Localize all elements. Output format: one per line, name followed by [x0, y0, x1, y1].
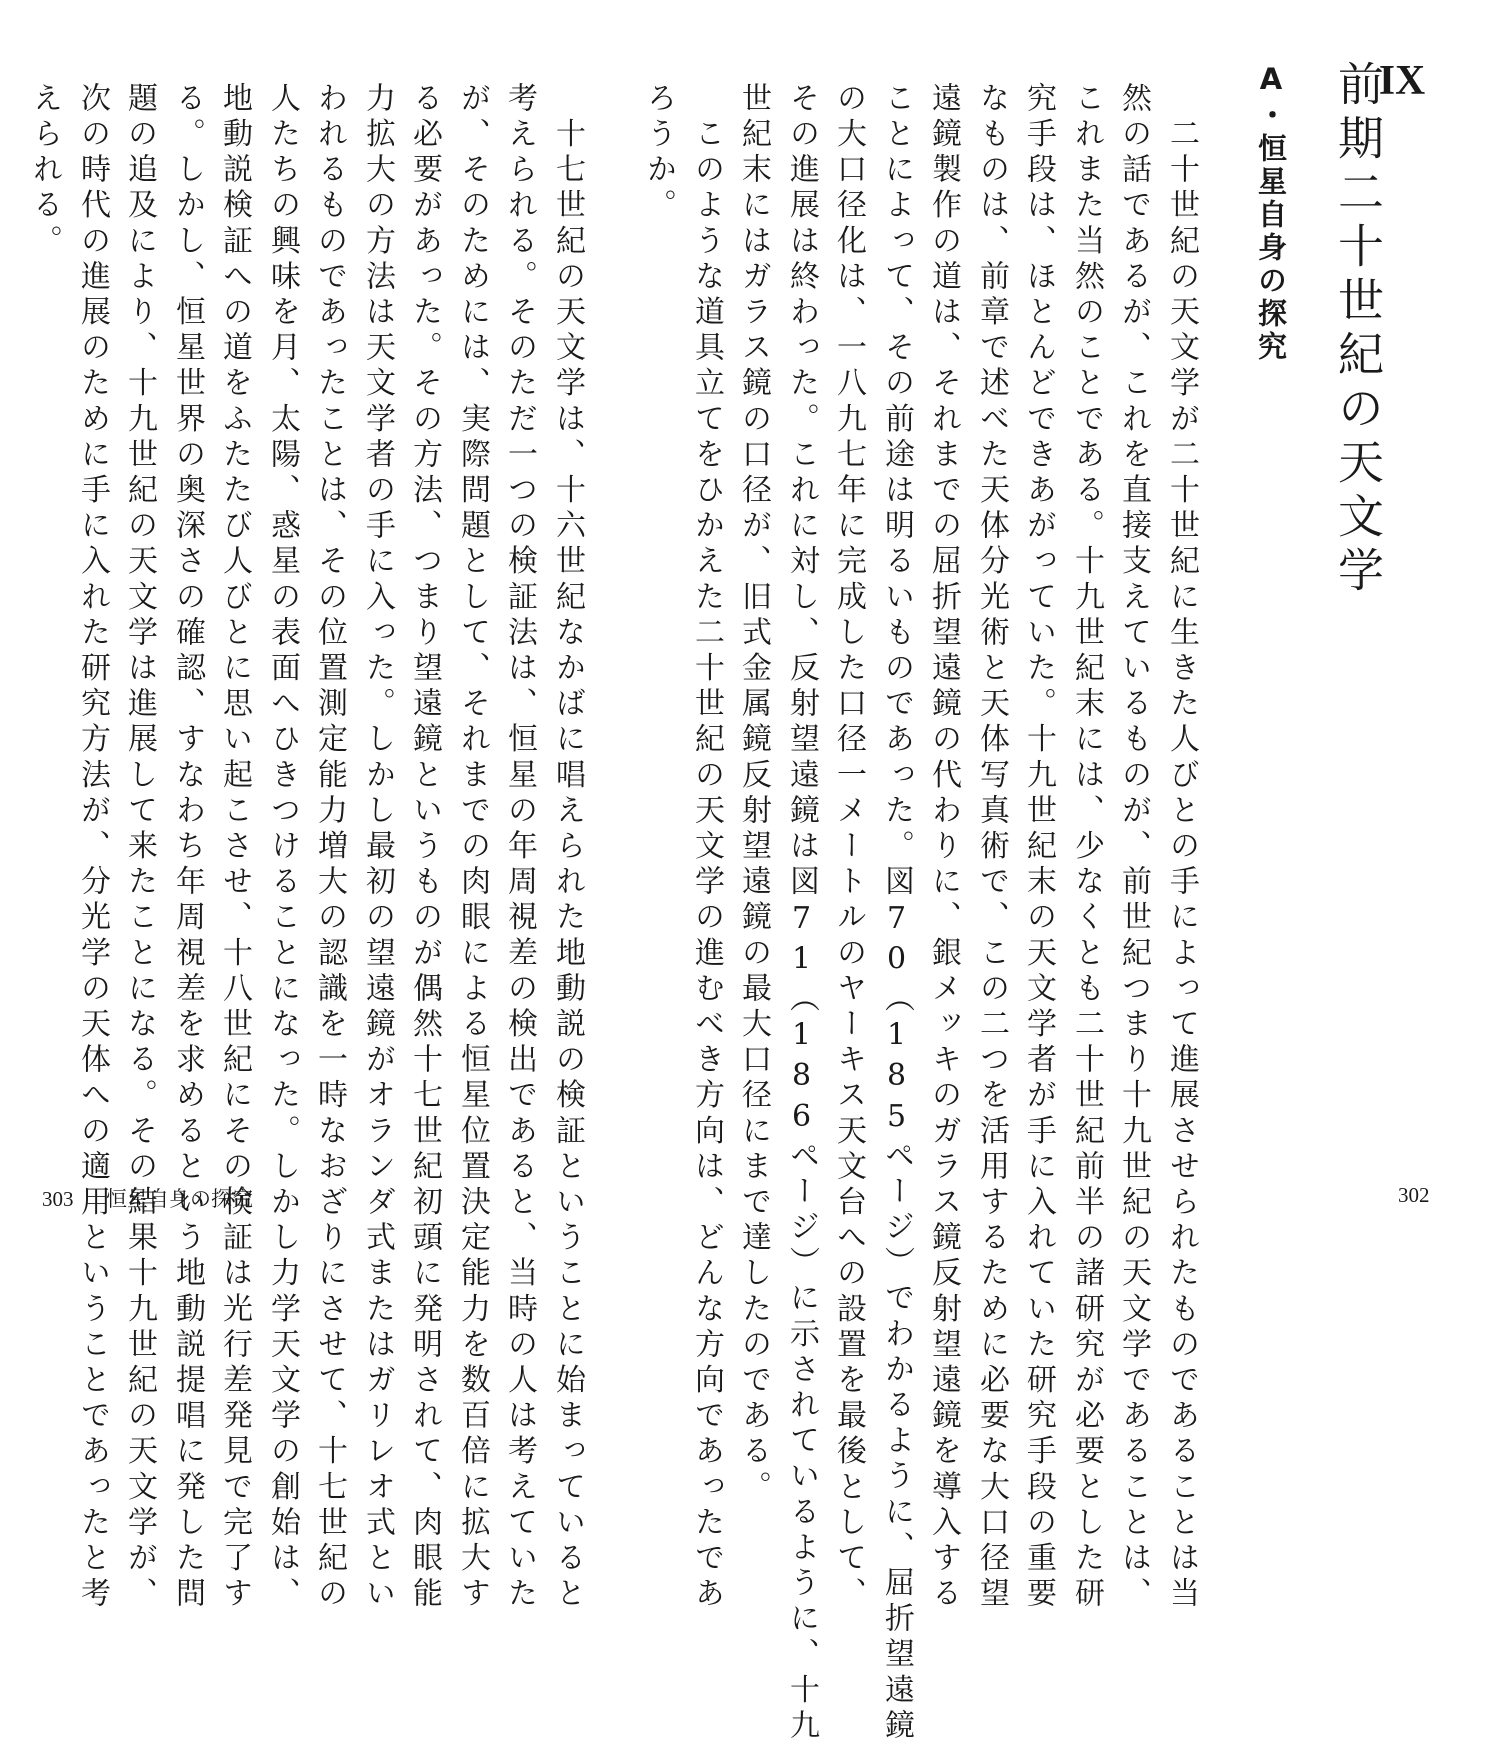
left-text-column-9: る。しかし、恒星世界の奥深さの確認、すなわち年周視差を求めるという地動説提唱に発した問 [170, 82, 205, 1613]
right-text-column-8: の大口径化は、一八九七年に完成した口径一メートルのヤーキス天文台への設置を最後として、 [831, 82, 866, 1613]
right-text-column-5: なものは、前章で述べた天体分光術と天体写真術で、この二つを活用するために必要な大口径望 [974, 82, 1009, 1613]
left-text-column-4: る必要があった。その方法、つまり望遠鏡というものが偶然十七世紀初頭に発明されて、肉眼能 [407, 82, 442, 1613]
left-text-column-2: 考えられる。そのただ一つの検証法は、恒星の年周視差の検出であると、当時の人は考えていた [502, 82, 537, 1613]
left-running-head [42, 1183, 253, 1213]
section-title: A・恒星自身の探究 [1254, 62, 1288, 364]
right-text-column-10: 世紀末にはガラス鏡の口径が、旧式金属鏡反射望遠鏡の最大口径にまで達したのである。 [736, 82, 771, 1506]
right-text-column-4: 究手段は、ほとんどできあがっていた。十九世紀末の天文学者が手に入れていた研究手段の重要 [1021, 82, 1056, 1613]
chapter-heading [1331, 60, 1426, 600]
left-text-column-12: えられる。 [27, 82, 62, 260]
right-text-column-2: 然の話であるが、これを直接支えているものが、前世紀つまり十九世紀の天文学であることは、 [1116, 82, 1151, 1613]
left-text-column-1: 十七世紀の天文学は、十六世紀なかばに唱えられた地動説の検証ということに始まっていると [550, 82, 585, 1613]
right-text-column-12: ろうか。 [641, 82, 676, 225]
left-page-number: 303 [42, 1187, 74, 1211]
right-page-number: 302 [1398, 1183, 1430, 1207]
left-text-column-10: 題の追及により、十九世紀の天文学は進展して来たことになる。その結果十九世紀の天文学が、 [122, 82, 157, 1613]
left-text-column-3: が、そのためには、実際問題として、それまでの肉眼による恒星位置決定能力を数百倍に拡大す [455, 82, 490, 1613]
chapter-title: 前期二十世紀の天文学 [1331, 60, 1385, 600]
left-text-column-7: 人たちの興味を月、太陽、惑星の表面へひきつけることになった。しかし力学天文学の創始は、 [265, 82, 300, 1613]
chapter-number: IX [1378, 60, 1426, 102]
right-text-column-9: その進展は終わった。これに対し、反射望遠鏡は図71（186ページ）に示されているように、十九 [784, 82, 819, 1745]
right-text-column-6: 遠鏡製作の道は、それまでの屈折望遠鏡の代わりに、銀メッキのガラス鏡反射望遠鏡を導入する [926, 82, 961, 1613]
left-text-column-11: 次の時代の進展のために手に入れた研究方法が、分光学の天体への適用ということであったと考 [75, 82, 110, 1613]
left-text-column-5: 力拡大の方法は天文学者の手に入った。しかし最初の望遠鏡がオランダ式またはガリレオ式とい [360, 82, 395, 1613]
right-text-column-7: ことによって、その前途は明るいものであった。図70（185ページ）でわかるように、屈折望遠鏡 [879, 82, 914, 1745]
left-running-title: 恒星自身の探究 [106, 1187, 253, 1211]
right-text-column-3: これまた当然のことである。十九世紀末には、少なくとも二十世紀前半の諸研究が必要とした研 [1069, 82, 1104, 1613]
right-text-column-11: このような道具立てをひかえた二十世紀の天文学の進むべき方向は、どんな方向であったであ [689, 82, 724, 1613]
left-text-column-8: 地動説検証への道をふたたび人びとに思い起こさせ、十八世紀にその検証は光行差発見で完了す [217, 82, 252, 1613]
right-text-column-1: 二十世紀の天文学が二十世紀に生きた人びとの手によって進展させられたものであることは当 [1164, 82, 1199, 1613]
left-text-column-6: われるものであったことは、その位置測定能力増大の認識を一時なおざりにさせて、十七世紀の [312, 82, 347, 1613]
